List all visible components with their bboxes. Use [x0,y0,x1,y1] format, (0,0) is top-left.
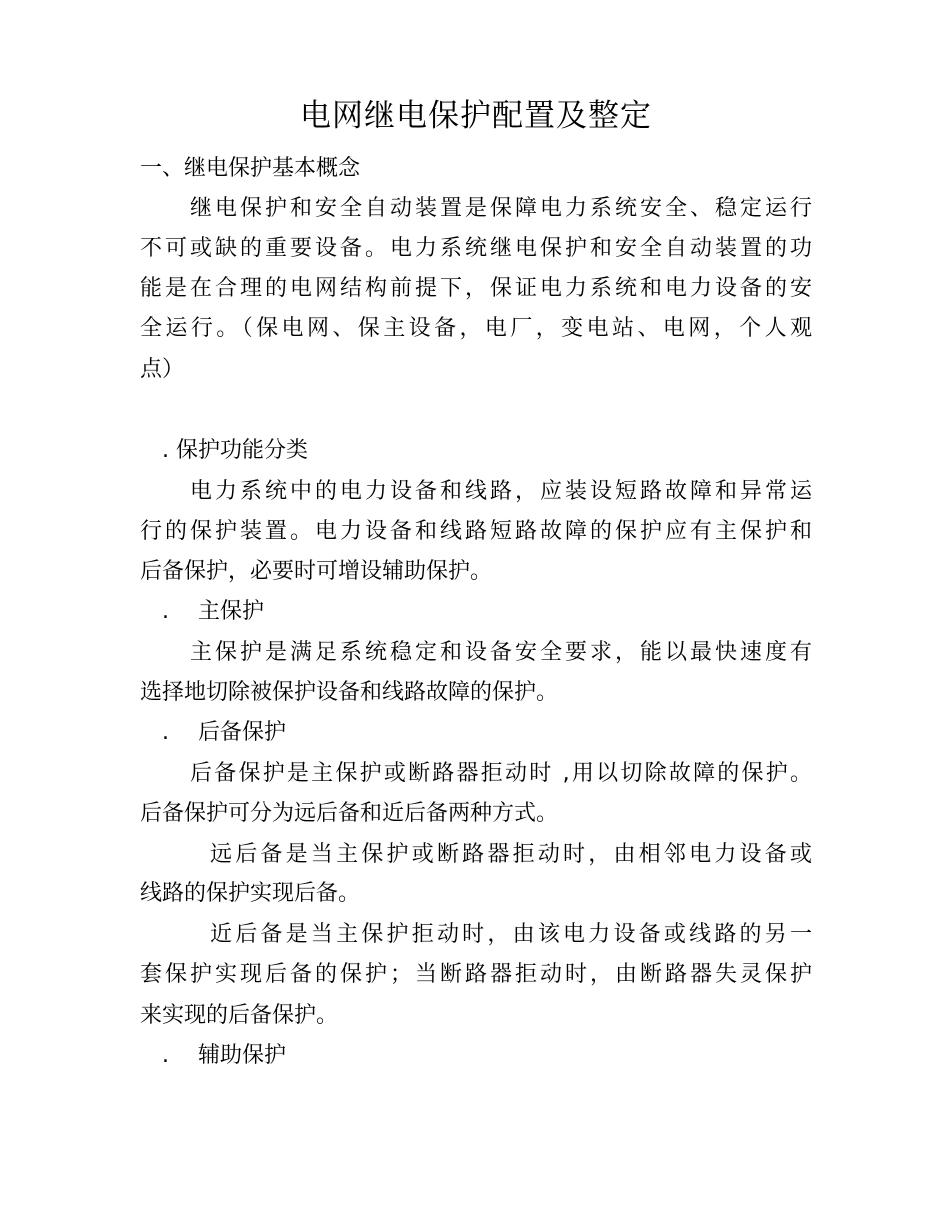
paragraph-line: 不可或缺的重要设备。电力系统继电保护和安全自动装置的功 [140,236,812,261]
paragraph-line: 行的保护装置。电力设备和线路短路故障的保护应有主保护和 [140,519,812,544]
paragraph-line: 主保护是满足系统稳定和设备安全要求，能以最快速度有 [190,640,812,665]
subheading-main-protection [162,597,264,627]
subheading-label: 辅助保护 [198,1043,287,1068]
subheading-bullet: . [162,720,169,745]
paragraph-line: 能是在合理的电网结构前提下，保证电力系统和电力设备的安 [140,276,812,301]
paragraph-line: 继电保护和安全自动装置是保障电力系统安全、稳定运行 [190,196,812,221]
document-title: 电网继电保护配置及整定 [300,98,652,134]
section-heading-protection-classification: . 保护功能分类 [162,438,308,463]
paragraph-line: 点） [140,357,185,382]
paragraph-line: 远后备是当主保护或断路器拒动时，由相邻电力设备或 [210,842,812,867]
paragraph-line: 后备保护，必要时可增设辅助保护。 [140,559,493,584]
paragraph-line: 套保护实现后备的保护；当断路器拒动时，由断路器失灵保护 [140,962,812,987]
paragraph-line: 来实现的后备保护。 [140,1003,339,1028]
subheading-bullet: . [162,599,169,624]
paragraph-line: 电力系统中的电力设备和线路，应装设短路故障和异常运 [190,479,812,504]
section-heading-basic-concepts: 一、继电保护基本概念 [140,156,361,181]
paragraph-line: 后备保护可分为远后备和近后备两种方式。 [140,801,559,826]
subheading-label: 后备保护 [198,720,287,745]
subheading-auxiliary-protection [162,1041,286,1071]
subheading-label: 主保护 [198,599,265,624]
subheading-backup-protection [162,718,286,748]
paragraph-line: 选择地切除被保护设备和线路故障的保护。 [140,680,559,705]
paragraph-line: 线路的保护实现后备。 [140,881,361,906]
paragraph-line: 近后备是当主保护拒动时，由该电力设备或线路的另一 [210,922,812,947]
paragraph-line: 后备保护是主保护或断路器拒动时 ,用以切除故障的保护。 [190,761,812,786]
paragraph-line: 全运行。（保电网、保主设备，电厂，变电站、电网，个人观 [140,316,812,341]
subheading-bullet: . [162,1043,169,1068]
